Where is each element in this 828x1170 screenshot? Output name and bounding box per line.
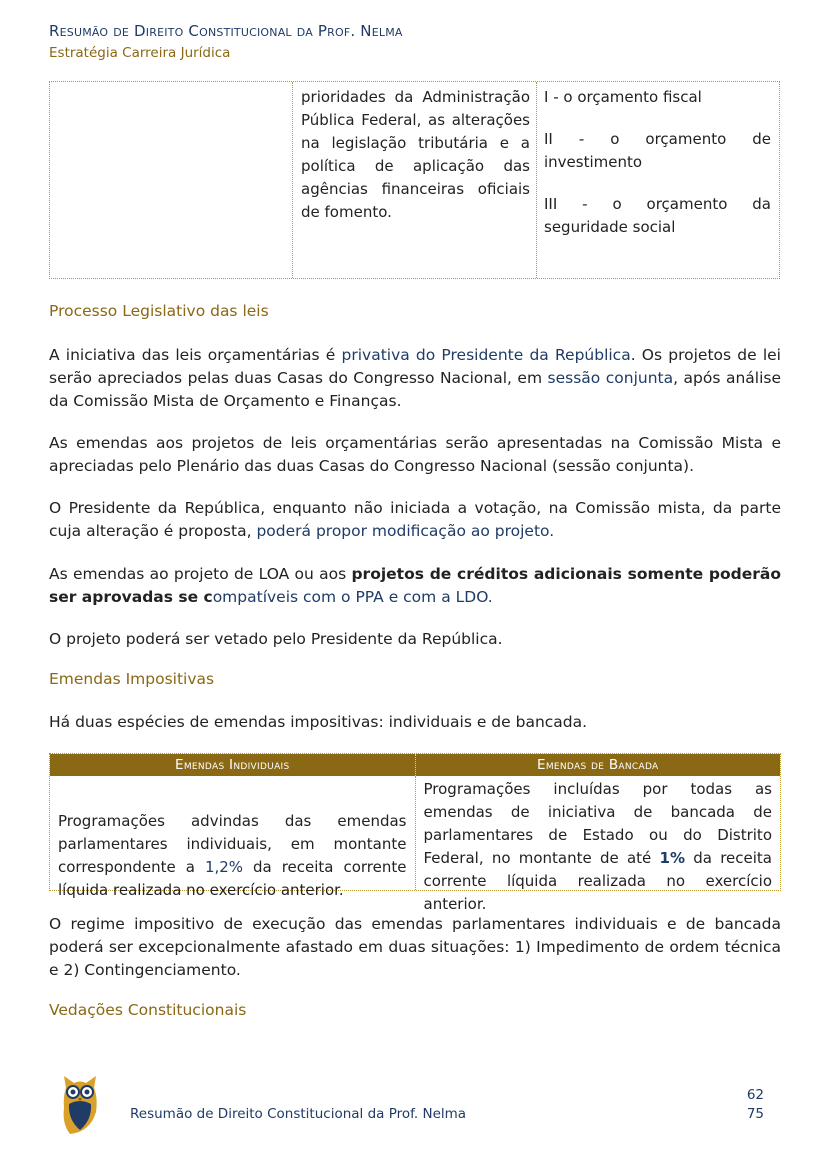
- empty-cell: [50, 82, 293, 278]
- section-title-processo: Processo Legislativo das leis: [49, 302, 269, 320]
- header-title: Resumão de Direito Constitucional da Prof. Nelma: [49, 22, 403, 40]
- paragraph-presidente-modificacao: O Presidente da República, enquanto não iniciada a votação, na Comissão mista, da parte cuja alteração é proposta, poderá propor modificação ao projeto.: [49, 499, 781, 540]
- emendas-table-header: [50, 754, 780, 776]
- owl-logo-icon: [60, 1074, 100, 1136]
- paragraph-emendas-loa: As emendas ao projeto de LOA ou aos projetos de créditos adicionais somente poderão ser aprovadas se compatíveis com o PPA e com a LDO.: [49, 565, 782, 606]
- loa-components-cell: [537, 82, 779, 278]
- paragraph-especies: Há duas espécies de emendas impositivas: individuais e de bancada.: [49, 713, 588, 731]
- loa-item-investment: II - o orçamento de investimento: [544, 130, 771, 171]
- emendas-table-body: [50, 776, 780, 913]
- page-number: 62: [746, 1087, 764, 1103]
- header-emendas-bancada: Emendas de Bancada: [537, 757, 659, 773]
- cell-emendas-individuais: Programações advindas das emendas parlamentares individuais, em montante correspondente a 1,2% da receita corrente líquida realizada no exercício anterior.: [50, 776, 416, 890]
- budget-table-continuation: [49, 81, 780, 279]
- paragraph-emendas-comissao: As emendas aos projetos de leis orçamentárias serão apresentadas na Comissão Mista e apreciadas pelo Plenário das duas Casas do Congresso Nacional (sessão conjunta).: [49, 434, 781, 475]
- section-title-vedacoes: Vedações Constitucionais: [49, 1001, 247, 1019]
- page-header: [49, 22, 403, 62]
- loa-item-fiscal: I - o orçamento fiscal: [544, 88, 702, 106]
- header-subtitle: Estratégia Carreira Jurídica: [49, 45, 231, 61]
- loa-item-social-security: III - o orçamento da seguridade social: [544, 195, 771, 236]
- paragraph-regime-impositivo: O regime impositivo de execução das emendas parlamentares individuais e de bancada poderá ser excepcionalmente afastado em duas situações: 1) Impedimento de ordem técnica e 2) Contingenciamento.: [49, 915, 781, 979]
- page-total: 75: [746, 1106, 764, 1122]
- paragraph-veto: O projeto poderá ser vetado pelo Presidente da República.: [49, 630, 503, 648]
- footer-title: Resumão de Direito Constitucional da Prof. Nelma: [130, 1106, 467, 1122]
- cell-emendas-bancada: Programações incluídas por todas as emendas de iniciativa de bancada de parlamentares de Estado ou do Distrito Federal, no montante de até 1% da receita corrente líquida realizada no exercício anterior.: [423, 780, 772, 913]
- emendas-table: [49, 753, 781, 913]
- paragraph-iniciativa: A iniciativa das leis orçamentárias é privativa do Presidente da República. Os projetos de lei serão apreciados pelas duas Casas do Congresso Nacional, em sessão conjunta, após análise da Comissão Mista de Orçamento e Finanças.: [49, 346, 781, 410]
- ldo-description-cell: prioridades da Administração Pública Federal, as alterações na legislação tributária e a política de aplicação das agências financeiras oficiais de fomento.: [293, 82, 537, 278]
- header-emendas-individuais: Emendas Individuais: [50, 754, 416, 776]
- section-title-emendas-impositivas: Emendas Impositivas: [49, 670, 215, 688]
